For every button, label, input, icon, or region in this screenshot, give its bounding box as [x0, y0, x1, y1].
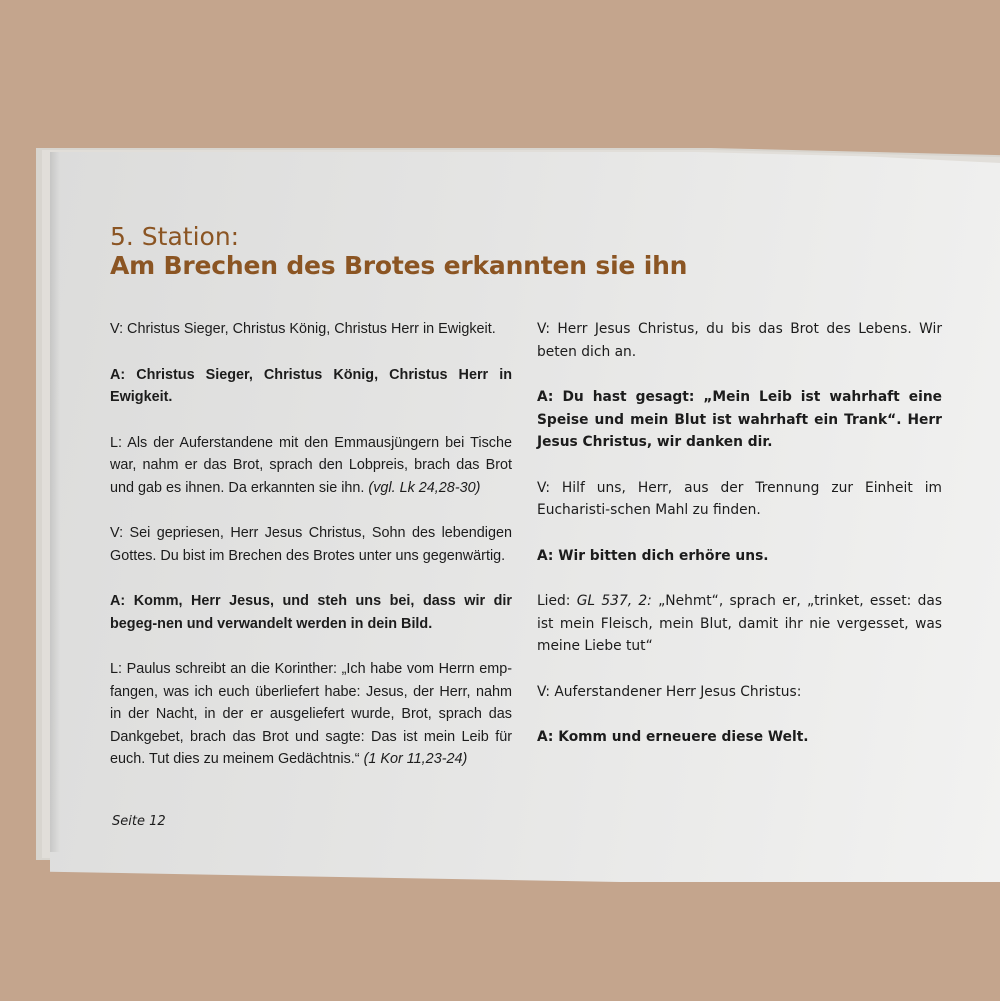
spine-shadow [50, 152, 60, 852]
song-label: Lied: [537, 593, 577, 609]
paragraph: A: Christus Sieger, Christus König, Christus Herr in Ewigkeit. [110, 366, 512, 405]
station-title: Am Brechen des Brotes erkannten sie ihn [110, 251, 688, 280]
paragraph: V: Sei gepriesen, Herr Jesus Christus, Sohn des lebendigen Gottes. Du bist im Brechen des Brotes unter uns gegenwärtig. [110, 525, 512, 564]
scripture-reference: (1 Kor 11,23-24) [363, 751, 468, 767]
station-number: 5. Station: [110, 222, 240, 251]
paragraph: A: Wir bitten dich erhöre uns. [537, 547, 769, 564]
song-text: „Nehmt“, sprach er, „trinket, esset: das ist mein Fleisch, mein Blut, damit ihr nie vergesset, was meine Liebe tut“ [537, 593, 943, 654]
paragraph: V: Christus Sieger, Christus König, Christus Herr in Ewigkeit. [110, 321, 496, 337]
paragraph: V: Auferstandener Herr Jesus Christus: [537, 683, 802, 700]
paragraph: A: Du hast gesagt: „Mein Leib ist wahrhaft eine Speise und mein Blut ist wahrhaft ein Trank“. Herr Jesus Christus, wir danken dir. [537, 389, 942, 450]
right-column [537, 318, 942, 772]
paragraph: A: Komm und erneuere diese Welt. [537, 729, 809, 745]
paragraph [110, 658, 512, 771]
reading-text: L: Paulus schreibt an die Korinther: „Ich habe vom Herrn emp-fangen, was ich euch überliefert habe: Jesus, der Herr, nahm in der Nacht, in der er ausgeliefert wurde, Brot, sprach das Dankgebet, brach das Brot und sagte: Das ist mein Leib für euch. Tut dies zu meinem Gedächtnis.“ [110, 661, 512, 767]
hymn-reference: GL 537, 2: [576, 593, 652, 609]
scripture-reference: (vgl. Lk 24,28-30) [368, 479, 481, 496]
paragraph: A: Komm, Herr Jesus, und steh uns bei, dass wir dir begeg-nen und verwandelt werden in dein Bild. [110, 593, 512, 632]
reading-text: L: Als der Auferstandene mit den Emmausjüngern bei Tische war, nahm er das Brot, sprach den Lobpreis, brach das Brot und gab es ihnen. Da erkannten sie ihn. [110, 434, 512, 496]
paragraph: V: Herr Jesus Christus, du bis das Brot des Lebens. Wir beten dich an. [537, 321, 942, 360]
paragraph [110, 432, 512, 500]
left-column [110, 318, 512, 794]
paragraph [537, 590, 942, 658]
page-number: Seite 12 [112, 814, 166, 829]
paragraph: V: Hilf uns, Herr, aus der Trennung zur Einheit im Eucharisti-schen Mahl zu finden. [537, 479, 942, 518]
